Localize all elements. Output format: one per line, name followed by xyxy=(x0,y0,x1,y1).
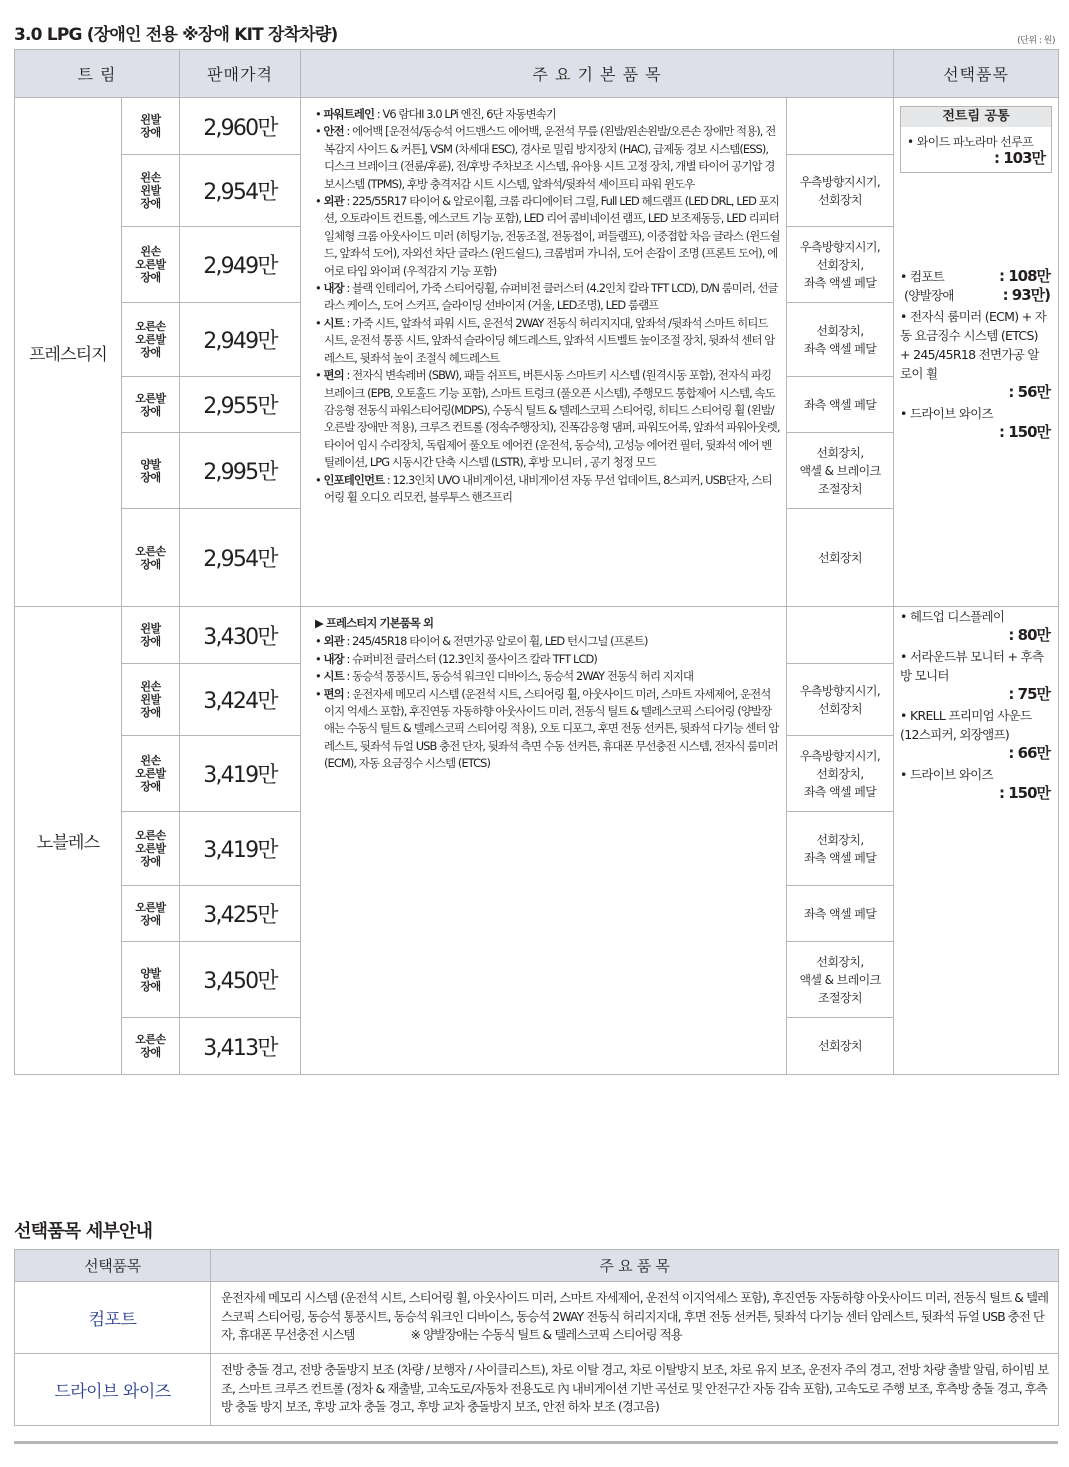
option-price: : 150만 xyxy=(998,784,1051,802)
disability-type: 오른발 장애 xyxy=(122,886,180,942)
option-price: : 150만 xyxy=(998,423,1051,441)
common-option-box xyxy=(900,106,1052,173)
feature-text: : 운전자세 메모리 시스템 (운전석 시트, 스티어링 휠, 아웃사이드 미러, 스마트 자세제어, 운전석 이지 억세스 포함), 후진연동 자동하향 아웃사이드 미러, 전동식 틸트 & 텔레스코픽 스티어링 (양발장애는 수동식 틸트 & 텔레스코픽 스티어링 적용), 오토 디포그, 후면 전동 선커튼, 뒷좌석 다기능 센터 암레스트, 뒷좌석 듀얼 USB 충전 단자, 뒷좌석 측면 수동 선커튼, 휴대폰 무선충전 시스템, 전자식 룸미러 (ECM), 자동 요금징수 시스템 (ETCS) xyxy=(324,686,779,771)
trim-price: 2,995만 xyxy=(180,433,301,509)
trim-price: 2,949만 xyxy=(180,303,301,377)
selectable-options xyxy=(894,98,1059,607)
detail-option-name: 컴포트 xyxy=(15,1282,211,1354)
common-option-name-text: 와이드 파노라마 선루프 xyxy=(916,135,1034,149)
option-name: • 드라이브 와이즈 xyxy=(900,767,993,782)
feature-item xyxy=(315,280,780,315)
selectable-options xyxy=(894,607,1059,1075)
option-name-text: 드라이브 와이즈 xyxy=(909,767,993,782)
option-item xyxy=(900,765,1050,803)
detail-desc-text: 운전자세 메모리 시스템 (운전석 시트, 스티어링 휠, 아웃사이드 미러, 스마트 자세제어, 운전석 이지억세스 포함), 후진연동 자동하향 아웃사이드 미러, 전동식 틸트 & 텔레스코픽 스티어링, 동승석 통풍시트, 동승석 워크인 디바이스, 동승석 2WAY 전동식 허리지지대, 후면 전동 선커튼, 뒷좌석 다기능 센터 암레스트, 뒷좌석 듀얼 USB 충전 단자, 휴대폰 무선충전 시스템 xyxy=(221,1291,1049,1343)
detail-title: 선택품목 세부안내 xyxy=(14,1221,153,1242)
option-detail-table xyxy=(14,1249,1059,1426)
trim-price: 3,419만 xyxy=(180,812,301,886)
disability-type: 양발 장애 xyxy=(122,433,180,509)
option-price: : 56만 xyxy=(1008,383,1051,401)
option-price: : 108만 xyxy=(998,267,1051,285)
disability-type: 왼발 장애 xyxy=(122,607,180,664)
kit-option: 선회장치 xyxy=(787,509,894,607)
option-list xyxy=(894,607,1058,803)
features-items xyxy=(315,106,780,506)
kit-option: 좌측 액셀 페달 xyxy=(787,377,894,433)
common-option-label: 전트림 공통 xyxy=(901,107,1051,127)
option-note: (양발장애 xyxy=(904,288,954,303)
trim-price: 3,450만 xyxy=(180,942,301,1018)
feature-text: : 동승석 통풍시트, 동승석 워크인 디바이스, 동승석 2WAY 전동식 허리 지지대 xyxy=(343,669,694,684)
features-items xyxy=(315,633,780,772)
detail-row xyxy=(15,1354,1059,1426)
trim-price: 3,424만 xyxy=(180,664,301,736)
kit-option: 좌측 액셀 페달 xyxy=(787,886,894,942)
header-options: 선택품목 xyxy=(894,50,1059,98)
feature-item xyxy=(315,315,780,367)
feature-text: : 슈퍼비전 클러스터 (12.3인치 풀사이즈 칼라 TFT LCD) xyxy=(343,651,597,666)
feature-item xyxy=(315,106,780,123)
option-name-text: 컴포트 xyxy=(909,269,945,284)
trim-price: 3,419만 xyxy=(180,736,301,812)
feature-list xyxy=(301,98,787,607)
option-item xyxy=(900,647,1050,704)
kit-option xyxy=(787,607,894,664)
option-price: : 93만) xyxy=(1002,286,1051,304)
feature-text: : 에어백 [운전석/동승석 어드밴스드 에어백, 운전석 무릎 (왼발/왼손왼발/오른손 장애만 적용), 전복감지 사이드 & 커튼], VSM (차세대 ESC), 경사로 밀림 방지장치 (HAC), 급제동 경보 시스템(ESS), 디스크 브레이크 (전륜/후륜), 전/후방 주차보조 시스템, 유아용 시트 고정 장치, 개별 타이어 공기압 경보시스템 (TPMS), 후방 충격저감 시트 시스템, 앞좌석/뒷좌석 세이프티 파워 윈도우 xyxy=(324,124,776,191)
option-price: : 80만 xyxy=(1008,626,1051,644)
disability-type: 오른손 오른발 장애 xyxy=(122,812,180,886)
disability-type: 오른손 오른발 장애 xyxy=(122,303,180,377)
unit-note: (단위 : 원) xyxy=(1017,36,1055,46)
trim-price: 2,954만 xyxy=(180,509,301,607)
detail-header-name: 선택품목 xyxy=(15,1250,211,1282)
kit-option: 우측방향지시기, 선회장치, 좌측 액셀 페달 xyxy=(787,227,894,303)
option-name: • 드라이브 와이즈 xyxy=(900,406,993,421)
bottom-divider xyxy=(14,1441,1058,1444)
feature-item xyxy=(315,668,780,685)
kit-option: 우측방향지시기, 선회장치 xyxy=(787,155,894,227)
option-line xyxy=(900,286,1050,305)
common-option-item xyxy=(901,127,1051,172)
price-table xyxy=(14,49,1059,1075)
kit-option: 선회장치, 좌측 액셀 페달 xyxy=(787,812,894,886)
detail-desc-text: 전방 충돌 경고, 전방 충돌방지 보조 (차량 / 보행자 / 사이클리스트), 차로 이탈 경고, 차로 이탈방지 보조, 차로 유지 보조, 운전자 주의 경고, 전방 차량 출발 알림, 하이빔 보조, 스마트 크루즈 컨트롤 (정차 & 재출발, 고속도로/자동차 전용도로 內 내비게이션 기반 곡선로 및 안전구간 자동 감속 포함), 고속도로 주행 보조, 후측방 충돌 경고, 후측방 충돌 방지 보조, 후방 교차 충돌 경고, 후방 교차 충돌방지 보조, 안전 하차 보조 (경고음) xyxy=(221,1363,1049,1415)
feature-item xyxy=(315,651,780,668)
feature-category: 안전 xyxy=(323,124,344,139)
detail-option-name: 드라이브 와이즈 xyxy=(15,1354,211,1426)
option-name-text: 드라이브 와이즈 xyxy=(909,406,993,421)
trim-row xyxy=(15,98,1059,155)
feature-category: 파워트레인 xyxy=(323,107,375,121)
kit-option: 선회장치, 액셀 & 브레이크 조절장치 xyxy=(787,433,894,509)
kit-option: 우측방향지시기, 선회장치 xyxy=(787,664,894,736)
feature-item xyxy=(315,193,780,280)
feature-item xyxy=(315,472,780,507)
trim-price: 3,413만 xyxy=(180,1018,301,1075)
option-name-text: 전자식 룸미러 (ECM) + 자동 요금징수 시스템 (ETCS) + 245/45R18 전면가공 알로이 휠 xyxy=(900,309,1047,381)
option-name: • 헤드업 디스플레이 xyxy=(900,609,1005,624)
option-price: : 75만 xyxy=(1008,685,1051,703)
detail-option-desc xyxy=(211,1354,1059,1426)
detail-row xyxy=(15,1282,1059,1354)
feature-item xyxy=(315,367,780,471)
feature-text: : 12.3인치 UVO 내비게이션, 내비게이션 자동 무선 업데이트, 8스피커, USB단자, 스티어링 휠 오디오 리모컨, 블루투스 핸즈프리 xyxy=(324,472,772,504)
option-item xyxy=(900,404,1050,442)
feature-category: 내장 xyxy=(323,651,344,666)
feature-text: : 245/45R18 타이어 & 전면가공 알로이 휠, LED 턴시그널 (프론트) xyxy=(343,634,648,649)
trim-price: 2,955만 xyxy=(180,377,301,433)
disability-type: 왼손 오른발 장애 xyxy=(122,736,180,812)
kit-option: 선회장치, 액셀 & 브레이크 조절장치 xyxy=(787,942,894,1018)
kit-option: 선회장치 xyxy=(787,1018,894,1075)
detail-note: ※ 양발장애는 수동식 틸트 & 텔레스코픽 스티어링 적용 xyxy=(410,1328,682,1343)
feature-category: 편의 xyxy=(323,368,344,383)
header-price: 판매가격 xyxy=(180,50,301,98)
disability-type: 왼발 장애 xyxy=(122,98,180,155)
option-name-text: 헤드업 디스플레이 xyxy=(909,609,1005,624)
disability-type: 오른손 장애 xyxy=(122,1018,180,1075)
option-item xyxy=(900,307,1050,402)
disability-type: 왼손 오른발 장애 xyxy=(122,227,180,303)
option-name-text: 서라운드뷰 모니터 + 후측방 모니터 xyxy=(900,649,1044,683)
option-list xyxy=(894,267,1058,442)
feature-category: 외관 xyxy=(323,634,344,649)
disability-type: 양발 장애 xyxy=(122,942,180,1018)
feature-category: 시트 xyxy=(323,315,344,330)
feature-text: : 블랙 인테리어, 가죽 스티어링휠, 슈퍼비전 클러스터 (4.2인치 칼라 TFT LCD), D/N 룸미러, 선글라스 케이스, 도어 스커프, 슬라이딩 선바이저 (거울, LED조명), LED 룸램프 xyxy=(324,281,778,313)
option-name-text: KRELL 프리미엄 사운드 (12스피커, 외장앰프) xyxy=(900,708,1032,742)
feature-category: 외관 xyxy=(323,194,344,209)
kit-option xyxy=(787,98,894,155)
feature-item xyxy=(315,633,780,650)
detail-option-desc xyxy=(211,1282,1059,1354)
option-item xyxy=(900,706,1050,763)
feature-category: 내장 xyxy=(323,281,344,296)
disability-type: 오른손 장애 xyxy=(122,509,180,607)
feature-category: 편의 xyxy=(323,686,344,701)
option-item xyxy=(900,267,1050,305)
feature-list xyxy=(301,607,787,1075)
feature-text: : 전자식 변속레버 (SBW), 패들 쉬프트, 버튼시동 스마트키 시스템 (원격시동 포함), 전자식 파킹 브레이크 (EPB, 오토홀드 기능 포함), 스마트 트렁크 (풀오픈 시스템), 주행모드 통합제어 시스템, 속도감응형 전동식 파워스티어링(MDPS), 수동식 틸트 & 텔레스코픽 스티어링, 히티드 스티어링 휠 (왼발/오른발 장애만 적용), 크루즈 컨트롤 (정속주행장치), 진폭감응형 댐퍼, 파워도어록, 앞좌석 파워아웃렛, 타이어 임시 수리장치, 독립제어 풀오토 에어컨 (운전석, 동승석), 고성능 에어컨 필터, 뒷좌석 에어 벤틸레이션, LPG 시동시간 단축 시스템 (LSTR), 후방 모니터 , 공기 청정 모드 xyxy=(324,368,780,470)
feature-text: : 가죽 시트, 앞좌석 파워 시트, 운전석 2WAY 전동식 허리지지대, 앞좌석 /뒷좌석 스마트 히티드 시트, 운전석 통풍 시트, 앞좌석 슬라이딩 헤드레스트, 앞좌석 시트벨트 높이조절 장치, 뒷좌석 센터 암레스트, 뒷좌석 높이 조절식 헤드레스트 xyxy=(324,315,775,365)
header-features: 주 요 기 본 품 목 xyxy=(301,50,894,98)
trim-name: 프레스티지 xyxy=(15,98,122,607)
header-trim: 트 림 xyxy=(15,50,180,98)
kit-option: 선회장치, 좌측 액셀 페달 xyxy=(787,303,894,377)
common-option-name: • 와이드 파노라마 선루프 xyxy=(907,135,1034,149)
page-title: 3.0 LPG (장애인 전용 ※장애 KIT 장착차량) xyxy=(14,25,338,45)
feature-item xyxy=(315,123,780,193)
option-line xyxy=(900,267,1050,286)
features-heading: ▶ 프레스티지 기본품목 외 xyxy=(315,616,434,630)
disability-type: 왼손 왼발 장애 xyxy=(122,664,180,736)
option-name: • 전자식 룸미러 (ECM) + 자동 요금징수 시스템 (ETCS) + 245/45R18 전면가공 알로이 휠 xyxy=(900,309,1047,381)
option-name: • 컴포트 xyxy=(900,269,945,284)
trim-price: 2,949만 xyxy=(180,227,301,303)
trim-price: 2,954만 xyxy=(180,155,301,227)
trim-price: 2,960만 xyxy=(180,98,301,155)
common-option-price: : 103만 xyxy=(993,149,1046,167)
feature-text: : V6 람다II 3.0 LPi 엔진, 6단 자동변속기 xyxy=(374,107,556,121)
feature-category: 인포테인먼트 xyxy=(323,472,385,487)
option-name: • 서라운드뷰 모니터 + 후측방 모니터 xyxy=(900,649,1044,683)
kit-option: 우측방향지시기, 선회장치, 좌측 액셀 페달 xyxy=(787,736,894,812)
feature-item xyxy=(315,686,780,773)
trim-name: 노블레스 xyxy=(15,607,122,1075)
option-name: • KRELL 프리미엄 사운드 (12스피커, 외장앰프) xyxy=(900,708,1032,742)
disability-type: 왼손 왼발 장애 xyxy=(122,155,180,227)
disability-type: 오른발 장애 xyxy=(122,377,180,433)
option-item xyxy=(900,607,1050,645)
detail-header-desc: 주 요 품 목 xyxy=(211,1250,1059,1282)
trim-price: 3,425만 xyxy=(180,886,301,942)
feature-text: : 225/55R17 타이어 & 알로이휠, 크롬 라디에이터 그릴, Full LED 헤드램프 (LED DRL, LED 포지션, 오토라이트 컨트롤, 에스코트 기능 포함), LED 리어 콤비네이션 램프, LED 보조제동등, LED 리피터 일체형 크롬 아웃사이드 미러 (히팅기능, 전동조절, 전동접이, 퍼들램프), 이중접합 차음 글라스 (윈드쉴드, 앞좌석 도어), 자외선 차단 글라스 (윈드쉴드), 크롬범퍼 가니쉬, 도어 손잡이 조명 (프론트 도어), 에어로 타입 와이퍼 (우적감지 기능 포함) xyxy=(324,194,780,278)
option-price: : 66만 xyxy=(1008,744,1051,762)
feature-category: 시트 xyxy=(323,669,344,684)
trim-price: 3,430만 xyxy=(180,607,301,664)
trim-row xyxy=(15,607,1059,664)
